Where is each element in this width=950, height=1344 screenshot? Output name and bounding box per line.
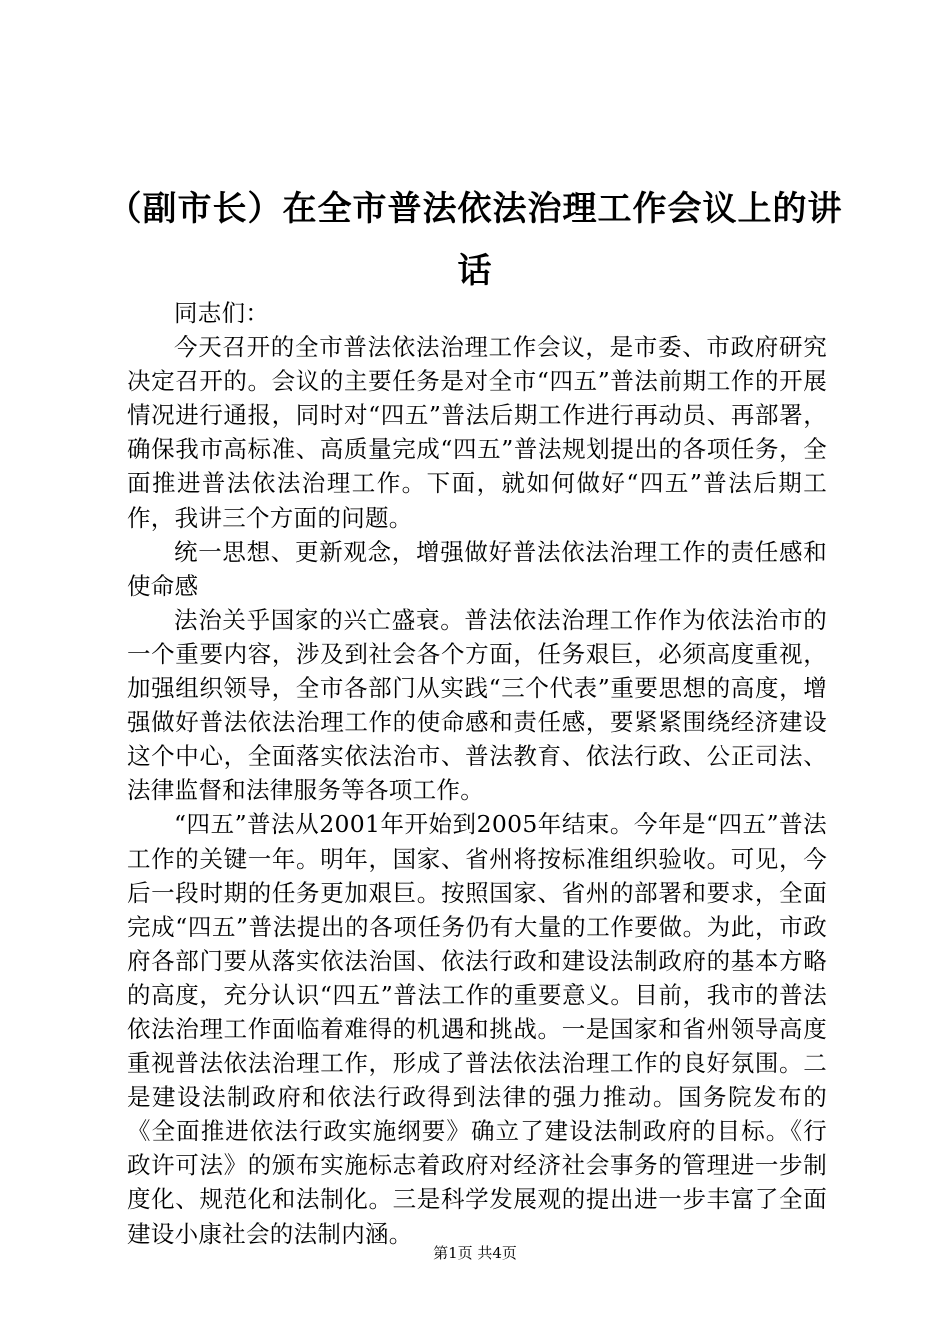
paragraph-fourth-five-year: “四五”普法从2001年开始到2005年结束。今年是“四五”普法工作的关键一年。明年，国家、省州将按标准组织验收。可见，今后一段时期的任务更加艰巨。按照国家、省州的部署和要求，全面完成“四五”普法提出的各项任务仍有大量的工作要做。为此，市政府各部门要从落实依法治国、依法行政和建设法制政府的基本方略的高度，充分认识“四五”普法工作的重要意义。目前，我市的普法依法治理工作面临着难得的机遇和挑战。一是国家和省州领导高度重视普法依法治理工作，形成了普法依法治理工作的良好氛围。二是建设法制政府和依法行政得到法律的强力推动。国务院发布的《全面推进依法行政实施纲要》确立了建设法制政府的目标。《行政许可法》的颁布实施标志着政府对经济社会事务的管理进一步制度化、规范化和法制化。三是科学发展观的提出进一步丰富了全面建设小康社会的法制内涵。 — [127, 810, 827, 1248]
section-heading: 统一思想、更新观念，增强做好普法依法治理工作的责任感和使命感 — [127, 537, 827, 600]
document-body — [127, 296, 827, 1251]
document-title: （副市长）在全市普法依法治理工作会议上的讲话 — [107, 189, 843, 291]
page-number: 第1页 共4页 — [433, 1244, 517, 1262]
paragraph-intro: 今天召开的全市普法依法治理工作会议，是市委、市政府研究决定召开的。会议的主要任务是对全市“四五”普法前期工作的开展情况进行通报，同时对“四五”普法后期工作进行再动员、再部署，确保我市高标准、高质量完成“四五”普法规划提出的各项任务，全面推进普法依法治理工作。下面，就如何做好“四五”普法后期工作，我讲三个方面的问题。 — [127, 333, 827, 532]
salutation: 同志们： — [174, 299, 270, 327]
paragraph-rule-of-law: 法治关乎国家的兴亡盛衰。普法依法治理工作作为依法治市的一个重要内容，涉及到社会各个方面，任务艰巨，必须高度重视，加强组织领导，全市各部门从实践“三个代表”重要思想的高度，增强做好普法依法治理工作的使命感和责任感，要紧紧围绕经济建设这个中心，全面落实依法治市、普法教育、依法行政、公正司法、法律监督和法律服务等各项工作。 — [127, 605, 827, 805]
